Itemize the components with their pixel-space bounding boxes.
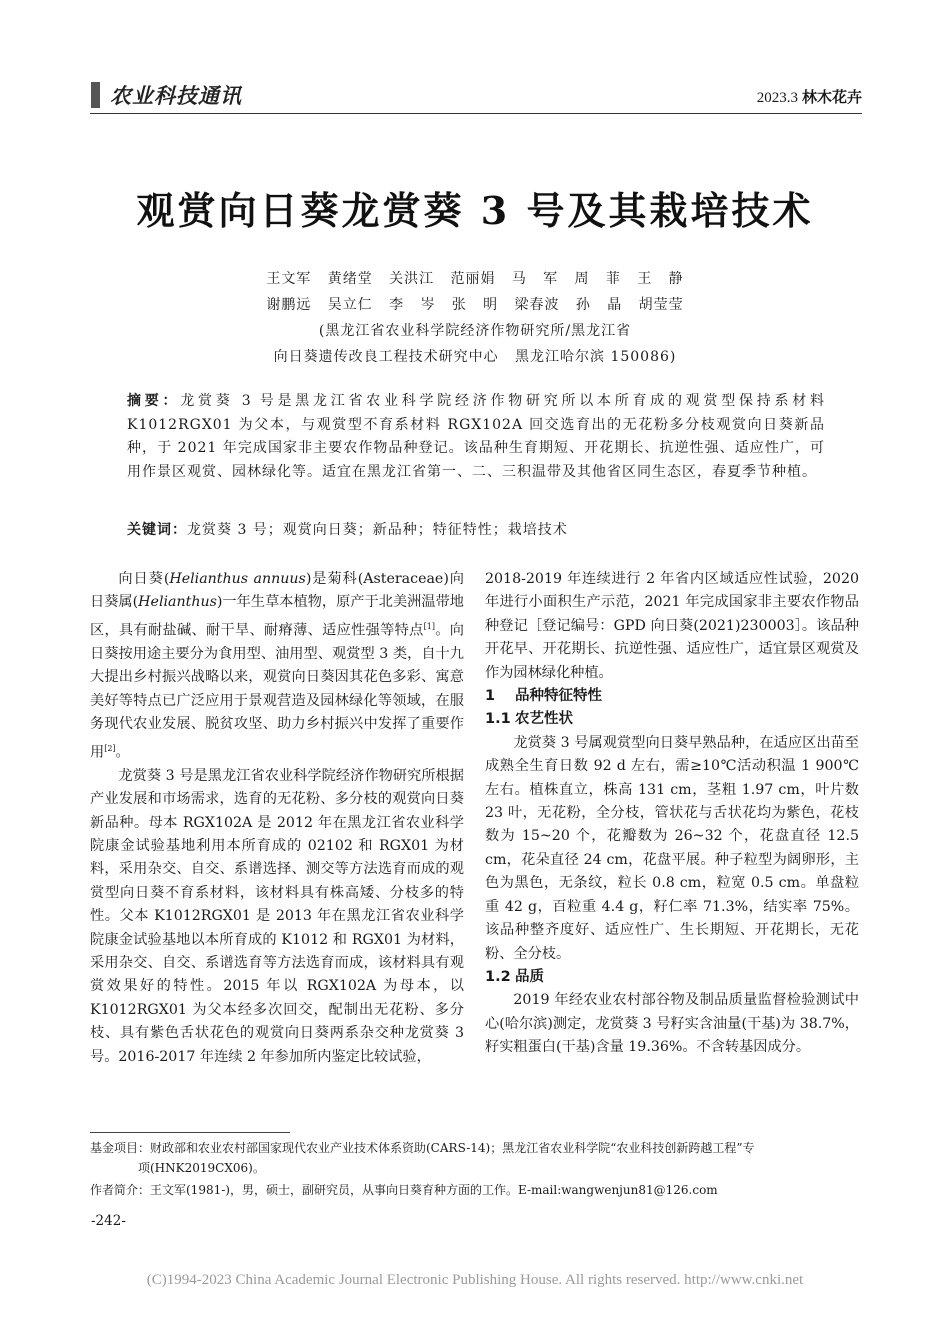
header-issue-section [757, 86, 862, 107]
body-right-column [485, 568, 859, 1060]
text-run: )是菊科(Asteraceae)向日葵属( [90, 571, 464, 611]
heading-number: 1.1 [485, 711, 511, 728]
citation-ref: [2] [104, 743, 116, 753]
heading-text: 品质 [515, 968, 544, 985]
funding-line-2: 项(HNK2019CX06)。 [138, 1161, 265, 1175]
intro-paragraph-2: 龙赏葵 3 号是黑龙江省农业科学院经济作物研究所根据产业发展和市场需求，选育的无花粉、多分枝的观赏向日葵新品种。母本 RGX102A 是 2012 年在黑龙江省农业科学院康金试验基地利用本所育成的 02102 和 RGX01 为材料，采用杂交、自交、系谱选择、测交等方法选育而成的观赏型向日葵不育系材料，该材料具有株高矮、分枝多的特性。父本 K1012RGX01 是 2013 年在黑龙江省农业科学院康金试验基地以本所育成的 K1012 和 RGX01 为材料，采用杂交、自交、系谱选育等方法选育而成，该材料具有观赏效果好的特性。2015 年以 RGX102A 为母本，以 K1012RGX01 为父本经多次回交，配制出无花粉、多分枝、具有紫色舌状花色的观赏向日葵两系杂交种龙赏葵 3 号。2016-2017 年连续 2 年参加所内鉴定比较试验， [90, 767, 464, 1065]
text-run: 。向日葵按用途主要分为食用型、油用型、观赏型 3 类，自十九大提出乡村振兴战略以来，观赏向日葵因其花色多彩、寓意美好等特点已广泛应用于景观营造及园林绿化等领域，在服务现代农业发展、脱贫攻坚、助力乡村振兴中发挥了重要作用 [90, 622, 464, 761]
heading-number: 1 [485, 688, 496, 705]
section-heading-1-2 [485, 966, 859, 989]
heading-text: 农艺性状 [515, 711, 573, 728]
heading-text: 品种特征特性 [515, 688, 602, 705]
issue-number: 2023.3 [756, 90, 798, 106]
abstract [127, 390, 825, 484]
heading-number: 1.2 [485, 968, 511, 985]
author-info-footnote: 作者简介：王文军(1981-)，男，硕士，副研究员，从事向日葵育种方面的工作。E-mail:wangwenjun81@126.com [90, 1183, 718, 1197]
section-name: 林木花卉 [801, 88, 862, 106]
citation-ref: [1] [423, 621, 435, 631]
keywords-label: 关键词： [127, 522, 187, 538]
funding-footnote [90, 1138, 862, 1178]
funding-line-1: 基金项目：财政部和农业农村部国家现代农业产业技术体系资助(CARS-14)；黑龙江省农业科学院“农业科技创新跨越工程”专 [90, 1141, 755, 1155]
text-run: 向日葵( [118, 571, 170, 587]
keywords-text: 龙赏葵 3 号；观赏向日葵；新品种；特征特性；栽培技术 [187, 522, 568, 538]
latin-name: Helianthus [138, 594, 217, 611]
abstract-label: 摘要： [127, 393, 181, 409]
page-number: -242- [91, 1213, 126, 1229]
header-marker-bar [91, 82, 100, 108]
intro-paragraph-1 [90, 568, 464, 765]
affiliation-line-2: 向日葵遗传改良工程技术研究中心 黑龙江哈尔滨 150086) [273, 349, 677, 365]
section-heading-1-1 [485, 708, 859, 731]
authors-line-1: 王文军 黄绪堂 关洪江 范丽娟 马 军 周 菲 王 静 [266, 271, 684, 287]
text-run: 。 [115, 744, 130, 761]
text-run: )一年生草本植物，原产于北美洲温带地区，具有耐盐碱、耐干旱、耐瘠薄、适应性强等特点 [90, 594, 464, 639]
keywords [127, 519, 825, 543]
intro-paragraph-2-continued: 2018-2019 年连续进行 2 年省内区域适应性试验，2020 年进行小面积生产示范，2021 年完成国家非主要农作物品种登记［登记编号：GPD 向日葵(2021)230003］。该品种开花早、开花期长、抗逆性强、适应性广，适宜景区观赏及作为园林绿化种植。 [485, 571, 859, 681]
affiliation-line-1: (黑龙江省农业科学院经济作物研究所/黑龙江省 [318, 323, 632, 339]
section-heading-1 [485, 685, 859, 708]
body-left-column [90, 568, 464, 1069]
footnote-rule [90, 1132, 290, 1133]
paper-title: 观赏向日葵龙赏葵 3 号及其栽培技术 [136, 188, 814, 233]
abstract-text: 龙赏葵 3 号是黑龙江省农业科学院经济作物研究所以本所育成的观赏型保持系材料 K1012RGX01 为父本，与观赏型不育系材料 RGX102A 回交选育出的无花粉多分枝观赏向日葵新品种，于 2021 年完成国家非主要农作物品种登记。该品种生育期短、开花期长、抗逆性强、适应性广，可用作景区观赏、园林绿化等。适宜在黑龙江省第一、二、三积温带及其他省区同生态区，春夏季节种植。 [127, 393, 825, 480]
authors-line-2: 谢鹏远 吴立仁 李 岑 张 明 梁春波 孙 晶 胡莹莹 [266, 297, 684, 313]
latin-name: Helianthus annuus [169, 571, 306, 587]
agronomic-traits-paragraph: 龙赏葵 3 号属观赏型向日葵早熟品种，在适应区出苗至成熟全生育日数 92 d 左右，需≥10℃活动积温 1 900℃左右。植株直立，株高 131 cm，茎粗 1.97 cm，叶片数 23 叶，无花粉，全分枝，管状花与舌状花均为紫色，花枝数为 15~20 个，花瓣数为 26~32 个，花盘直径 12.5 cm，花朵直径 24 cm，花盘平展。种子粒型为阔卵形，主色为黑色，无条纹，粒长 0.8 cm，粒宽 0.5 cm。单盘粒重 42 g，百粒重 4.4 g，籽仁率 71.3%，结实率 75%。该品种整齐度好、适应性广、生长期短、开花期长，无花粉、全分枝。 [485, 734, 859, 962]
quality-paragraph: 2019 年经农业农村部谷物及制品质量监督检验测试中心(哈尔滨)测定，龙赏葵 3 号籽实含油量(干基)为 38.7%，籽实粗蛋白(干基)含量 19.36%。不含转基因成分。 [485, 992, 859, 1056]
header-rule [90, 113, 862, 114]
copyright-watermark: (C)1994-2023 China Academic Journal Electronic Publishing House. All rights reserved. http://www.cnki.net [146, 1272, 804, 1288]
journal-name: 农业科技通讯 [110, 83, 242, 108]
